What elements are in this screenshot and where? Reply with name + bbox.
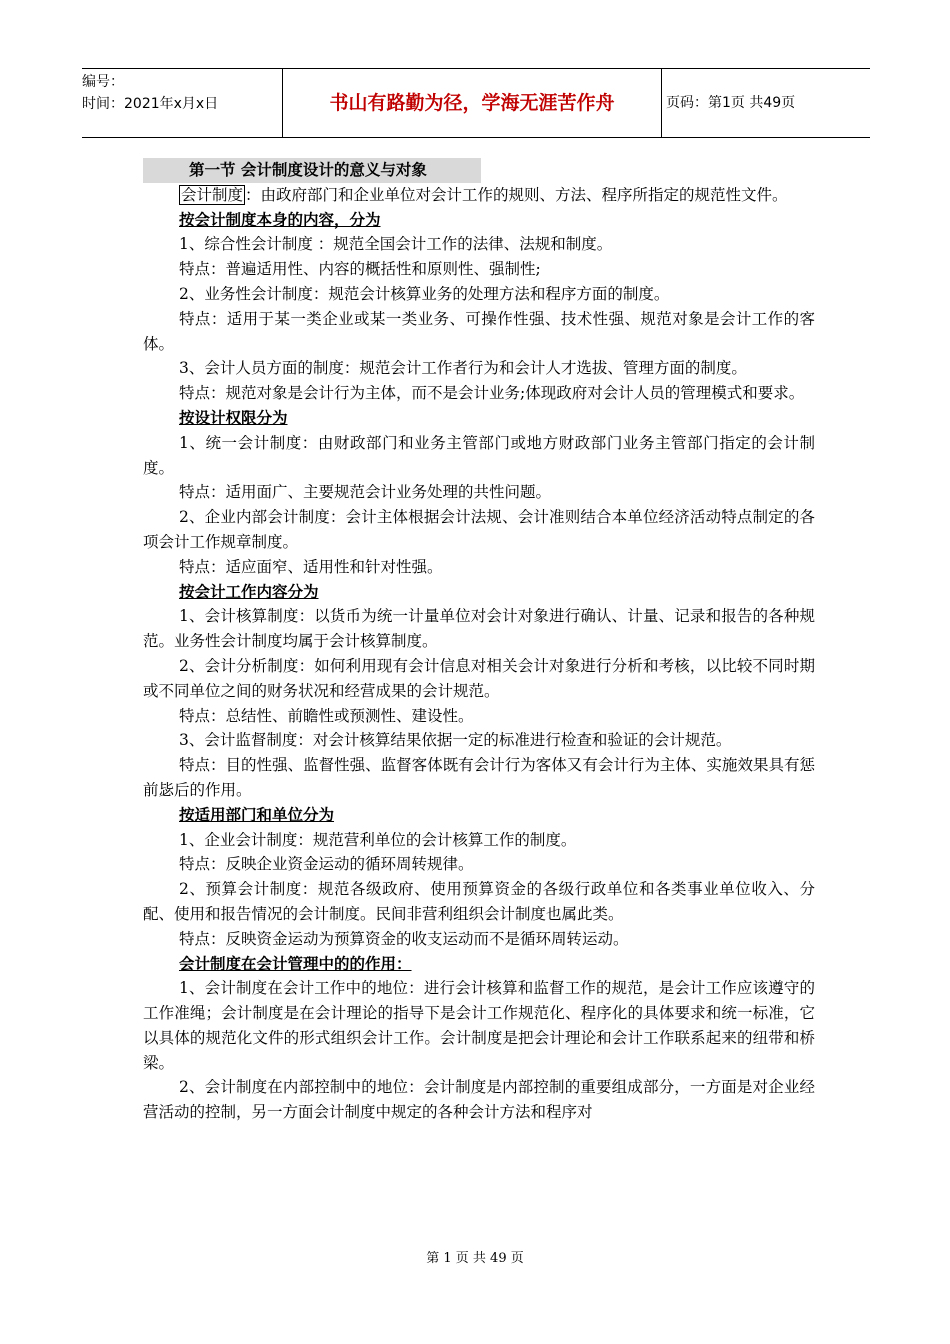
- subheading: 按会计制度本身的内容，分为: [179, 210, 381, 229]
- paragraph: 2、会计分析制度：如何利用现有会计信息对相关会计对象进行分析和考核，以比较不同时期或不同单位之间的财务状况和经营成果的会计规范。: [143, 656, 815, 700]
- document-body: [143, 158, 815, 1125]
- paragraph: 2、业务性会计制度：规范会计核算业务的处理方法和程序方面的制度。: [179, 284, 670, 303]
- subheading: 按适用部门和单位分为: [179, 805, 335, 824]
- subheading: 按会计工作内容分为: [179, 582, 319, 601]
- header-motto: 书山有路勤为径，学海无涯苦作舟: [282, 69, 662, 137]
- subheading: 会计制度在会计管理中的的作用：: [179, 954, 412, 973]
- paragraph: 3、会计人员方面的制度：规范会计工作者行为和会计人才选拔、管理方面的制度。: [179, 359, 747, 378]
- paragraph: 特点：反映企业资金运动的循环周转规律。: [179, 855, 474, 874]
- paragraph: 3、会计监督制度：对会计核算结果依据一定的标准进行检查和验证的会计规范。: [179, 731, 732, 750]
- paragraph: 特点：适应面窄、适用性和针对性强。: [179, 557, 443, 576]
- paragraph: 特点：适用于某一类企业或某一类业务、可操作性强、技术性强、规范对象是会计工作的客体。: [143, 309, 815, 353]
- paragraph: 特点：反映资金运动为预算资金的收支运动而不是循环周转运动。: [179, 929, 629, 948]
- definition-term: 会计制度: [181, 185, 244, 204]
- page-footer: 第 1 页 共 49 页: [426, 1251, 524, 1266]
- paragraph: 2、会计制度在内部控制中的地位：会计制度是内部控制的重要组成部分，一方面是对企业经营活动的控制，另一方面会计制度中规定的各种会计方法和程序对: [143, 1078, 815, 1122]
- paragraph: 特点：总结性、前瞻性或预测性、建设性。: [179, 706, 474, 725]
- header-meta: [82, 69, 282, 139]
- subheading: 按设计权限分为: [179, 408, 288, 427]
- paragraph-list: [143, 208, 815, 1125]
- definition-paragraph: [143, 183, 815, 208]
- paragraph: 1、企业会计制度：规范营利单位的会计核算工作的制度。: [179, 830, 577, 849]
- page-header: [82, 68, 870, 138]
- paragraph: 特点：适用面广、主要规范会计业务处理的共性问题。: [179, 483, 552, 502]
- paragraph: 特点：规范对象是会计行为主体，而不是会计业务;体现政府对会计人员的管理模式和要求。: [179, 384, 805, 403]
- paragraph: 2、企业内部会计制度：会计主体根据会计法规、会计准则结合本单位经济活动特点制定的各项会计工作规章制度。: [143, 508, 815, 551]
- paragraph: 1、综合性会计制度 ：规范全国会计工作的法律、法规和制度。: [179, 235, 613, 254]
- paragraph: 1、会计制度在会计工作中的地位：进行会计核算和监督工作的规范，是会计工作应该遵守的工作准绳；会计制度是在会计理论的指导下是会计工作规范化、程序化的具体要求和统一标准，它以具体的规范化文件的形式组织会计工作。会计制度是把会计理论和会计工作联系起来的纽带和桥梁。: [143, 979, 815, 1072]
- paragraph: 特点：普遍适用性、内容的概括性和原则性、强制性;: [179, 260, 541, 279]
- header-page-info: 页码：第1页 共49页: [666, 95, 796, 111]
- paragraph: 2、预算会计制度：规范各级政府、使用预算资金的各级行政单位和各类事业单位收入、分配、使用和报告情况的会计制度。民间非营利组织会计制度也属此类。: [143, 880, 815, 923]
- section-title: 第一节 会计制度设计的意义与对象: [143, 158, 481, 183]
- paragraph: 特点：目的性强、监督性强、监督客体既有会计行为客体又有会计行为主体、实施效果具有惩前毖后的作用。: [143, 756, 815, 799]
- paragraph: 1、统一会计制度：由财政部门和业务主管部门或地方财政部门业务主管部门指定的会计制度。: [143, 433, 815, 477]
- definition-text: ：由政府部门和企业单位对会计工作的规则、方法、程序所指定的规范性文件。: [245, 185, 788, 204]
- paragraph: 1、会计核算制度：以货币为统一计量单位对会计对象进行确认、计量、记录和报告的各种规范。业务性会计制度均属于会计核算制度。: [143, 607, 815, 651]
- date-label: 时间：2021年x月x日: [82, 96, 219, 112]
- number-label: 编号：: [82, 74, 124, 90]
